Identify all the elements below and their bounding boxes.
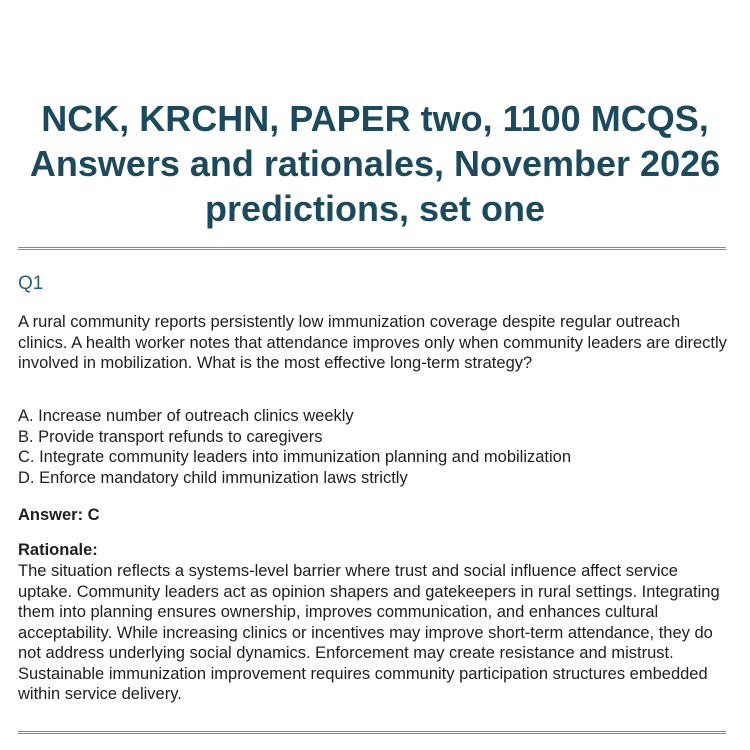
option-a: A. Increase number of outreach clinics weekly xyxy=(18,407,354,425)
answer-options xyxy=(18,406,730,488)
option-c: C. Integrate community leaders into immunization planning and mobilization xyxy=(18,448,572,466)
option-d: D. Enforce mandatory child immunization laws strictly xyxy=(18,468,408,487)
question-stem: A rural community reports persistently low immunization coverage despite regular outreach clinics. A health worker notes that attendance improves only when community leaders are directly involved in mobilization. What is the most effective long-term strategy? xyxy=(18,313,727,372)
title-divider xyxy=(18,247,726,250)
option-b: B. Provide transport refunds to caregivers xyxy=(18,427,323,446)
bottom-divider xyxy=(18,731,726,734)
document-title: NCK, KRCHN, PAPER two, 1100 MCQS, Answers and rationales, November 2026 predictions, set one xyxy=(29,98,721,229)
rationale-heading: Rationale: xyxy=(18,541,98,559)
rationale-text: The situation reflects a systems-level barrier where trust and social influence affect service uptake. Community leaders act as opinion shapers and gatekeepers in rural settings. Integrating them into planning ensures ownership, improves communication, and enhances cultural acceptability. While increasing clinics or incentives may improve short-term attendance, they do not address underlying social dynamics. Enforcement may create resistance and mistrust. Sustainable immunization improvement requires community participation structures embedded within service delivery. xyxy=(18,562,720,703)
correct-answer: Answer: C xyxy=(18,506,100,524)
question-number: Q1 xyxy=(18,273,44,294)
